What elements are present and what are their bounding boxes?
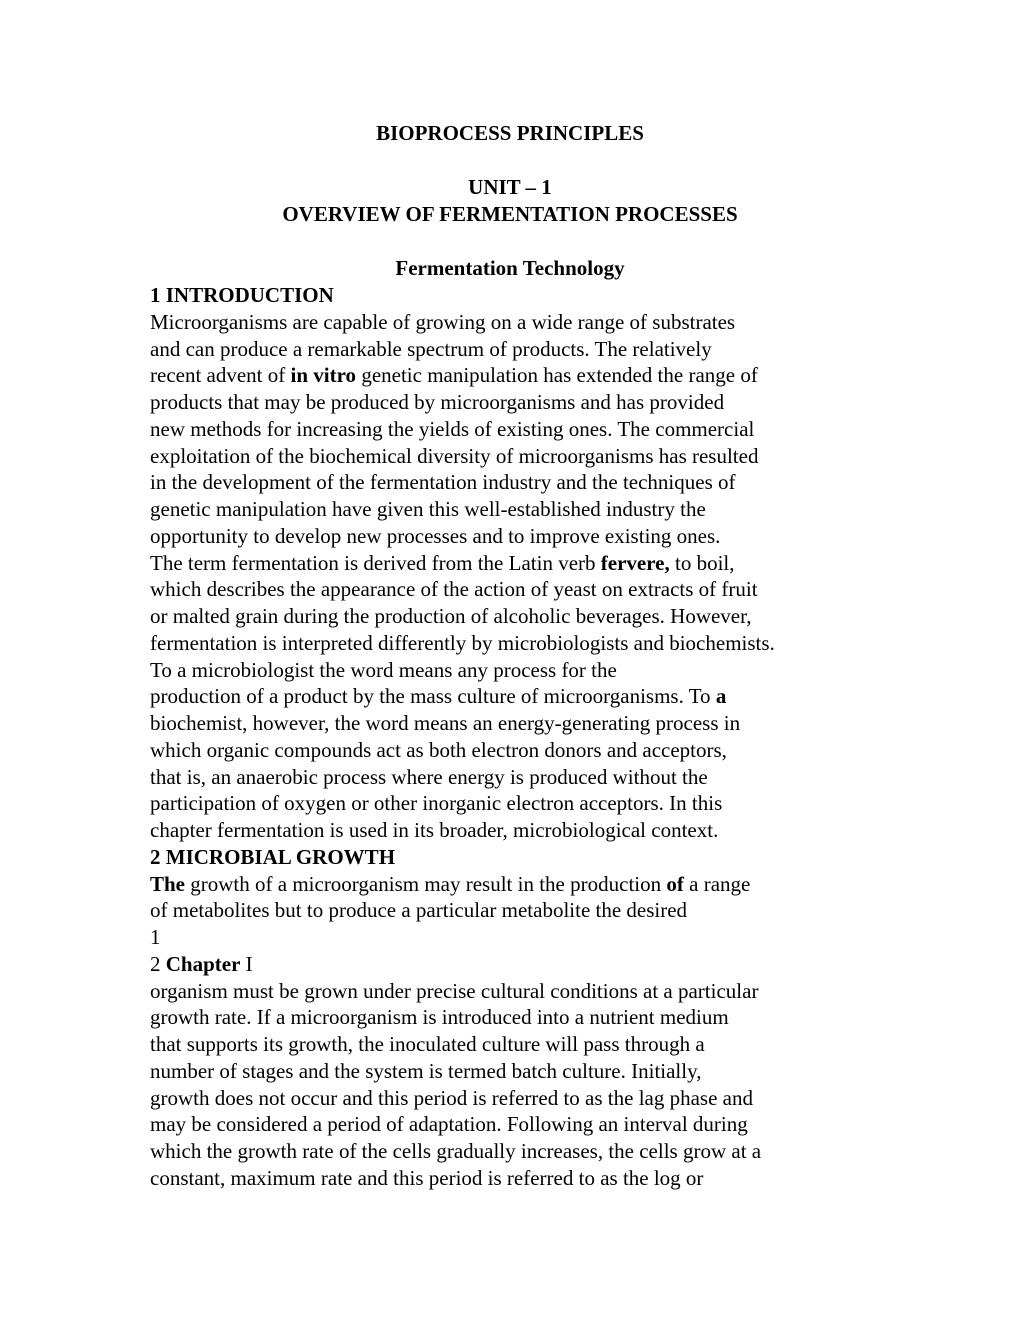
emphasis-fervere: fervere, bbox=[600, 550, 670, 575]
paragraph-line: The term fermentation is derived from the Latin verb fervere, to boil, bbox=[150, 550, 735, 575]
paragraph-line: in the development of the fermentation industry and the techniques of bbox=[150, 470, 736, 495]
paragraph-line: recent advent of in vitro genetic manipulation has extended the range of bbox=[150, 363, 758, 388]
paragraph-line: exploitation of the biochemical diversity of microorganisms has resulted bbox=[150, 443, 759, 468]
emphasis-in-vitro: in vitro bbox=[290, 363, 357, 388]
paragraph-line: which describes the appearance of the action of yeast on extracts of fruit bbox=[150, 577, 758, 602]
paragraph-line: which the growth rate of the cells gradually increases, the cells grow at a bbox=[150, 1139, 762, 1163]
paragraph-line: or malted grain during the production of alcoholic beverages. However, bbox=[150, 604, 752, 628]
paragraph-line: constant, maximum rate and this period is referred to as the log or bbox=[150, 1165, 704, 1190]
paragraph-line: participation of oxygen or other inorganic electron acceptors. In this bbox=[150, 791, 723, 816]
document-body bbox=[150, 282, 1010, 1192]
paragraph-line: Microorganisms are capable of growing on a wide range of substrates bbox=[150, 309, 736, 334]
paragraph-line: of metabolites but to produce a particular metabolite the desired bbox=[150, 898, 688, 923]
paragraph-line: products that may be produced by microorganisms and has provided bbox=[150, 390, 725, 414]
unit-title: OVERVIEW OF FERMENTATION PROCESSES bbox=[282, 202, 738, 226]
unit-label: UNIT – 1 bbox=[468, 175, 552, 199]
paragraph-line: that is, an anaerobic process where energy is produced without the bbox=[150, 764, 708, 789]
paragraph-line: opportunity to develop new processes and to improve existing ones. bbox=[150, 523, 721, 548]
paragraph-line: and can produce a remarkable spectrum of products. The relatively bbox=[150, 336, 712, 361]
running-header: 2 Chapter I bbox=[150, 951, 253, 976]
paragraph-line: genetic manipulation have given this well-established industry the bbox=[150, 497, 706, 521]
emphasis-a: a bbox=[715, 684, 727, 709]
paragraph-line: which organic compounds act as both electron donors and acceptors, bbox=[150, 737, 727, 762]
paragraph-line: To a microbiologist the word means any process for the bbox=[150, 657, 617, 682]
document-title: BIOPROCESS PRINCIPLES bbox=[376, 121, 644, 145]
paragraph-line: organism must be grown under precise cultural conditions at a particular bbox=[150, 978, 759, 1003]
page-number: 1 bbox=[150, 925, 161, 949]
paragraph-line: that supports its growth, the inoculated culture will pass through a bbox=[150, 1032, 705, 1056]
section-subtitle: Fermentation Technology bbox=[395, 256, 625, 280]
paragraph-line: chapter fermentation is used in its broader, microbiological context. bbox=[150, 818, 719, 842]
paragraph-line: new methods for increasing the yields of existing ones. The commercial bbox=[150, 416, 755, 441]
paragraph-line: biochemist, however, the word means an energy-generating process in bbox=[150, 711, 741, 735]
paragraph-line: may be considered a period of adaptation. Following an interval during bbox=[150, 1112, 748, 1137]
paragraph-line: growth does not occur and this period is referred to as the lag phase and bbox=[150, 1085, 753, 1110]
paragraph-line: production of a product by the mass culture of microorganisms. To a bbox=[150, 684, 727, 709]
paragraph-line: The growth of a microorganism may result in the production of a range bbox=[150, 871, 751, 896]
section-heading-introduction: 1 INTRODUCTION bbox=[150, 283, 334, 307]
paragraph-line: growth rate. If a microorganism is introduced into a nutrient medium bbox=[150, 1005, 729, 1030]
paragraph-line: fermentation is interpreted differently by microbiologists and biochemists. bbox=[150, 630, 775, 655]
section-heading-microbial-growth: 2 MICROBIAL GROWTH bbox=[150, 844, 396, 869]
paragraph-line: number of stages and the system is termed batch culture. Initially, bbox=[150, 1058, 702, 1083]
